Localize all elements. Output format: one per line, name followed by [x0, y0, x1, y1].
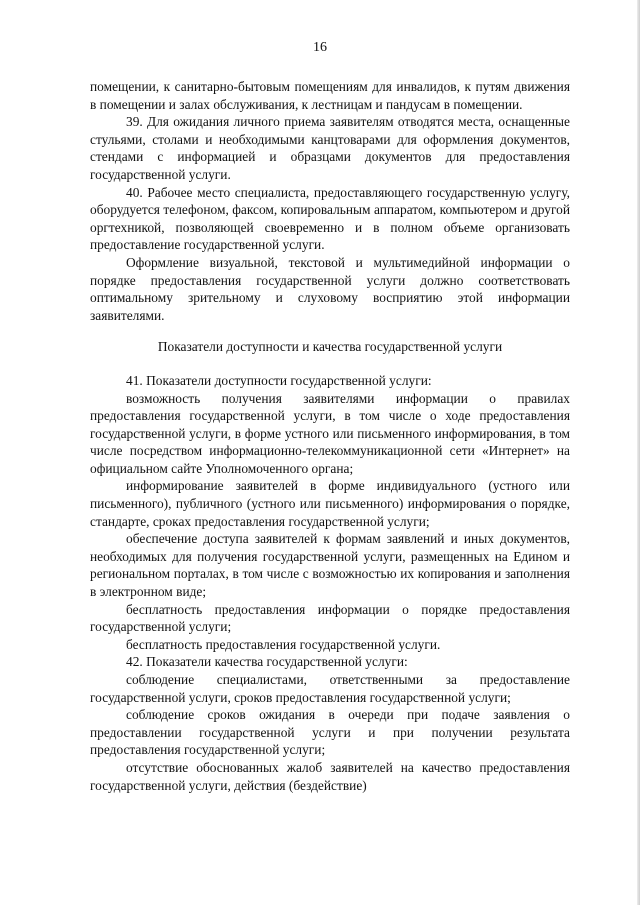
- paragraph: 41. Показатели доступности государственной услуги:: [126, 372, 432, 388]
- paragraph: бесплатность предоставления государственной услуги.: [126, 636, 441, 652]
- paragraph: обеспечение доступа заявителей к формам заявлений и иных документов, необходимых для получения государственной услуги, размещенных на Едином и региональном порталах, в том числе с возможностью их копирования и заполнения в электронном виде;: [90, 531, 570, 600]
- paragraph: соблюдение специалистами, ответственными за предоставление государственной услуги, сроков предоставления государственной услуги;: [90, 672, 570, 705]
- paragraph: 39. Для ожидания личного приема заявителям отводятся места, оснащенные стульями, столами и необходимыми канцтоварами для оформления документов, стендами с информацией и образцами документов для предоставления государственной услуги.: [90, 114, 570, 182]
- paragraph: соблюдение сроков ожидания в очереди при подаче заявления о предоставлении государственной услуги и при получении результата предоставления государственной услуги;: [90, 707, 570, 758]
- page-number: 16: [313, 40, 327, 55]
- paragraph: информирование заявителей в форме индивидуального (устного или письменного), публичного (устного или письменного) информирования о порядке, стандарте, сроках предоставления государственной услуги;: [90, 478, 570, 529]
- paragraph: 40. Рабочее место специалиста, предоставляющего государственную услугу, оборудуется телефоном, факсом, копировальным аппаратом, компьютером и другой оргтехникой, позволяющей своевременно и в полном объеме организовать предоставление государственной услуги.: [90, 184, 570, 253]
- section-heading: Показатели доступности и качества государственной услуги: [157, 339, 503, 355]
- paragraph: помещении, к санитарно-бытовым помещениям для инвалидов, к путям движения в помещении и залах обслуживания, к лестницам и пандусам в помещении.: [90, 79, 570, 112]
- document-body: [90, 78, 570, 794]
- paragraph: Оформление визуальной, текстовой и мультимедийной информации о порядке предоставления государственной услуги должно соответствовать оптимальному зрительному и слуховому восприятию этой информации заявителями.: [90, 254, 570, 323]
- paragraph: бесплатность предоставления информации о порядке предоставления государственной услуги;: [90, 601, 570, 635]
- paragraph: отсутствие обоснованных жалоб заявителей на качество предоставления государственной услуги, действия (бездействие): [90, 759, 570, 793]
- paragraph: возможность получения заявителями информации о правилах предоставления государственной услуги, в том числе о ходе предоставления государственной услуги, в форме устного или письменного информирования, в том числе посредством информационно-телекоммуникационной сети «Интернет» на официальном сайте Уполномоченного органа;: [90, 390, 570, 476]
- paragraph: 42. Показатели качества государственной услуги:: [126, 654, 408, 670]
